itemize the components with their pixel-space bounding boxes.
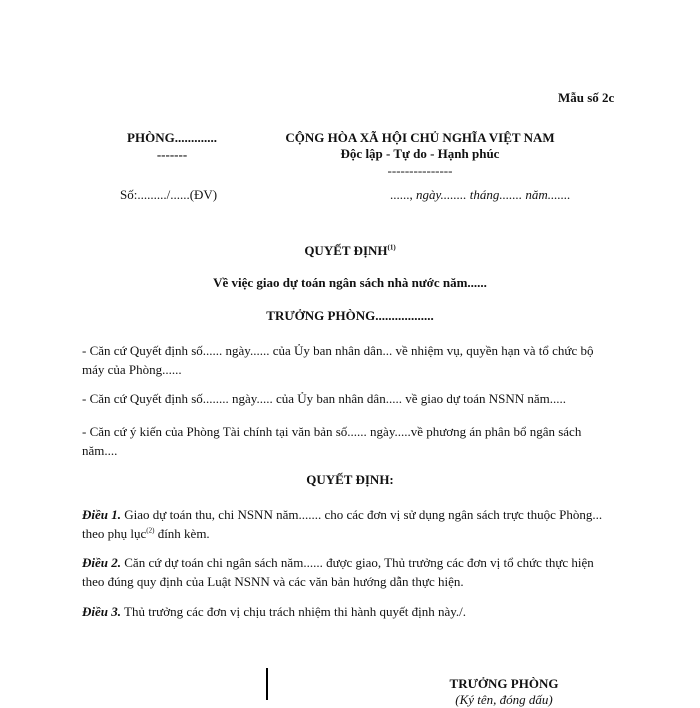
signature-note: (Ký tên, đóng dấu) [455,692,553,707]
form-code: Mẫu số 2c [558,90,615,105]
article-3-text: Thủ trưởng các đơn vị chịu trách nhiệm thi hành quyết định này./. [121,604,466,619]
national-title: CỘNG HÒA XÃ HỘI CHỦ NGHĨA VIỆT NAM [285,130,555,145]
basis-paragraph-2: - Căn cứ Quyết định số........ ngày..... của Ủy ban nhân dân..... về giao dự toán NSNN năm..... [82,391,567,406]
article-2-label: Điều 2. [82,555,121,570]
article-2-text: Căn cứ dự toán chi ngân sách năm...... được giao, Thủ trưởng các đơn vị tổ chức thực hiện theo đúng quy định của Luật NSNN và các văn bản hướng dẫn thực hiện. [82,555,594,589]
basis-paragraph-3: - Căn cứ ý kiến của Phòng Tài chính tại văn bản số...... ngày.....về phương án phân bổ ngân sách năm.... [82,424,582,458]
date-prefix: ......, [390,187,413,202]
national-motto: Độc lập - Tự do - Hạnh phúc [340,146,500,161]
article-1 [82,505,612,543]
article-3 [82,602,612,621]
signature-title: TRƯỞNG PHÒNG [449,676,559,691]
decision-title [200,243,500,259]
document-number: Số:........./......(ĐV) [120,187,218,202]
issuing-authority: TRƯỞNG PHÒNG.................. [266,308,434,323]
footnote-1: (1) [387,243,396,252]
basis-paragraph-1: - Căn cứ Quyết định số...... ngày...... của Ủy ban nhân dân... về nhiệm vụ, quyền hạn và tổ chức bộ máy của Phòng...... [82,343,594,377]
decision-heading: QUYẾT ĐỊNH: [306,472,394,487]
article-1-text-b: đính kèm. [154,526,210,541]
header-left-org: PHÒNG............. [127,130,217,145]
footnote-2: (2) [146,526,155,535]
decision-title-text: QUYẾT ĐỊNH [304,243,388,258]
document-date [390,187,571,203]
decision-subject: Về việc giao dự toán ngân sách nhà nước năm...... [213,275,487,290]
national-dashes: --------------- [387,163,453,178]
article-2 [82,553,612,591]
header-left-dashes: ------- [156,147,188,162]
article-1-text-a: Giao dự toán thu, chi NSNN năm....... cho các đơn vị sử dụng ngân sách trực thuộc Phòng... theo phụ lục [82,507,603,541]
date-line: ngày........ tháng....... năm....... [412,187,571,202]
vertical-divider [266,668,268,700]
article-3-label: Điều 3. [82,604,121,619]
article-1-label: Điều 1. [82,507,121,522]
